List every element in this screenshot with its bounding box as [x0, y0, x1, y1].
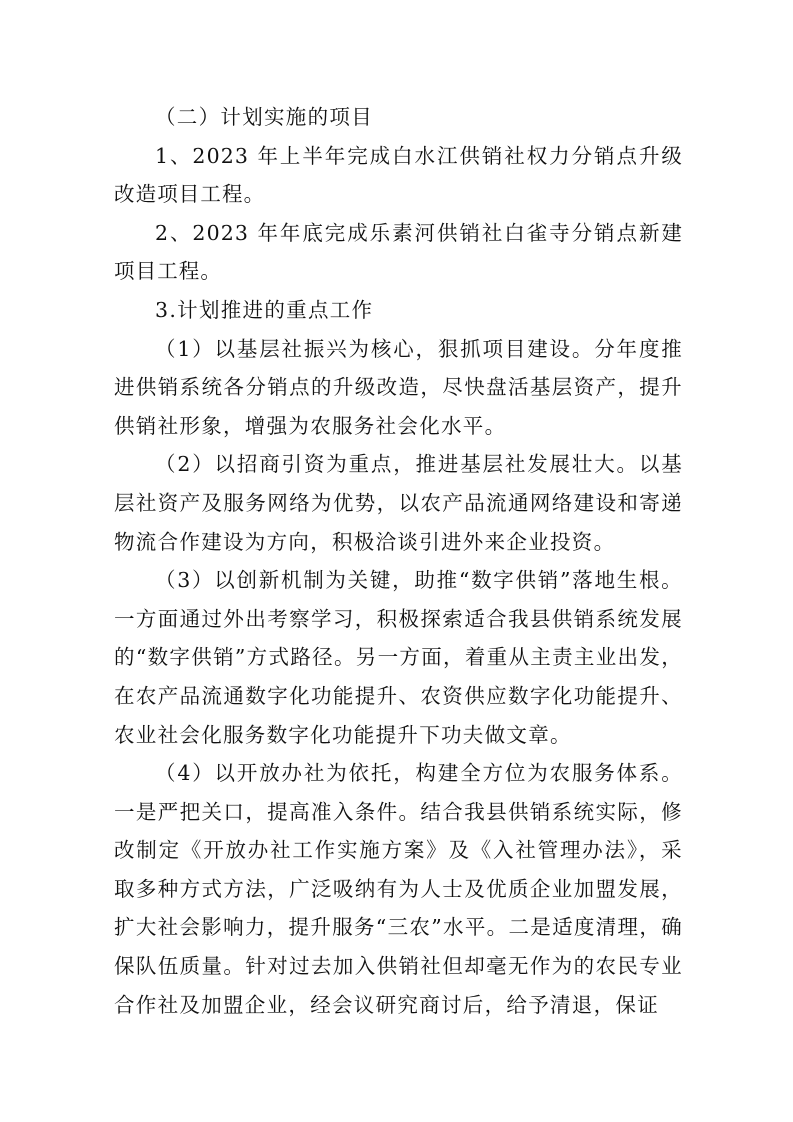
project-item-1: 1、2023 年上半年完成白水江供销社权力分销点升级改造项目工程。 — [114, 143, 683, 207]
document-body — [114, 98, 683, 1024]
key-work-item-4: （4）以开放办社为依托，构建全方位为农服务体系。一是严把关口，提高准入条件。结合我县供销系统实际，修改制定《开放办社工作实施方案》及《入社管理办法》，采取多种方式方法，广泛吸纳有为人士及优质企业加盟发展，扩大社会影响力，提升服务“三农”水平。二是适度清理，确保队伍质量。针对过去加入供销社但却毫无作为的农民专业合作社及加盟企业，经会议研究商讨后，给予清退，保证 — [114, 761, 683, 1017]
key-work-item-1: （1）以基层社振兴为核心，狠抓项目建设。分年度推进供销系统各分销点的升级改造，尽快盘活基层资产，提升供销社形象，增强为农服务社会化水平。 — [114, 336, 683, 438]
key-work-item-2: （2）以招商引资为重点，推进基层社发展壮大。以基层社资产及服务网络为优势，以农产品流通网络建设和寄递物流合作建设为方向，积极洽谈引进外来企业投资。 — [114, 452, 683, 554]
section-heading-key-work: 3.计划推进的重点工作 — [155, 297, 374, 322]
key-work-item-3: （3）以创新机制为关键，助推“数字供销”落地生根。一方面通过外出考察学习，积极探索适合我县供销系统发展的“数字供销”方式路径。另一方面，着重从主责主业出发，在农产品流通数字化功能提升、农资供应数字化功能提升、农业社会化服务数字化功能提升下功夫做文章。 — [114, 568, 683, 747]
project-item-2: 2、2023 年年底完成乐素河供销社白雀寺分销点新建项目工程。 — [114, 220, 683, 284]
section-heading-planned-projects: （二）计划实施的项目 — [155, 105, 373, 129]
